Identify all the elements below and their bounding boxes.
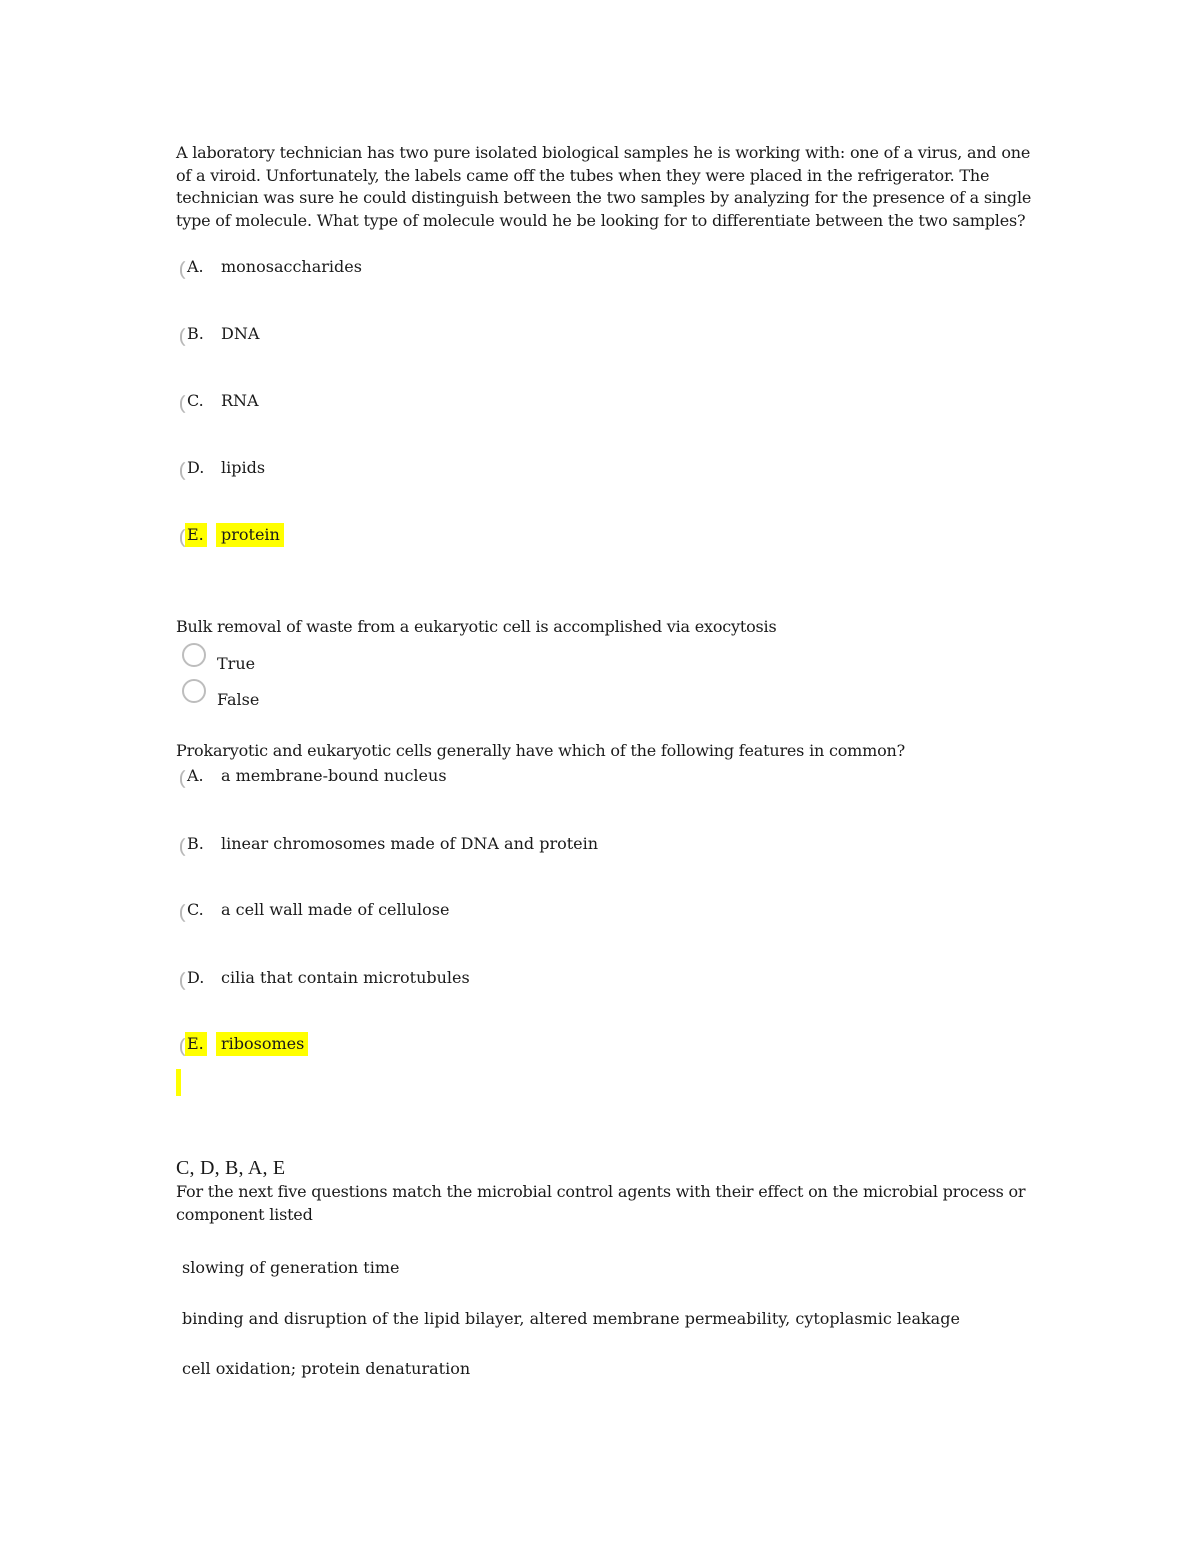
matching-item-1: slowing of generation time: [182, 1258, 400, 1277]
option-label: cilia that contain microtubules: [221, 968, 470, 987]
option-label: monosaccharides: [221, 257, 362, 276]
option-letter: B.: [187, 324, 204, 343]
radio-button-icon[interactable]: [182, 643, 206, 667]
option-letter: B.: [187, 834, 204, 853]
option-letter: A.: [187, 257, 204, 276]
matching-instructions: For the next five questions match the microbial control agents with their effect on the microbial process or component listed: [176, 1182, 1026, 1224]
option-letter: E.: [185, 523, 207, 547]
option-letter: C.: [187, 391, 204, 410]
radio-button-icon[interactable]: [182, 679, 206, 703]
option-letter: D.: [187, 968, 205, 987]
option-label: protein: [216, 523, 284, 547]
option-letter: D.: [187, 458, 205, 477]
option-label: RNA: [221, 391, 259, 410]
option-label: DNA: [221, 324, 260, 343]
option-label: False: [217, 690, 260, 709]
matching-item-3: cell oxidation; protein denaturation: [182, 1359, 471, 1378]
option-label: a cell wall made of cellulose: [221, 900, 450, 919]
option-label: a membrane-bound nucleus: [221, 766, 447, 785]
question-1-prompt: A laboratory technician has two pure isolated biological samples he is working with: one of a virus, and one of a viroid. Unfortunately, the labels came off the tubes when they were placed in the refrigerator. The technician was sure he could distinguish between the two samples by analyzing for the presence of a single type of molecule. What type of molecule would he be looking for to differentiate between the two samples?: [176, 143, 1032, 230]
option-label: True: [217, 654, 256, 673]
answer-key: C, D, B, A, E: [176, 1157, 286, 1179]
option-letter: C.: [187, 900, 204, 919]
option-label: linear chromosomes made of DNA and protein: [221, 834, 599, 853]
option-letter: A.: [187, 766, 204, 785]
question-2-prompt: Bulk removal of waste from a eukaryotic cell is accomplished via exocytosis: [176, 617, 777, 636]
highlighted-cursor-mark: [176, 1069, 181, 1096]
option-letter: E.: [185, 1032, 207, 1056]
question-3-prompt: Prokaryotic and eukaryotic cells generally have which of the following features in common?: [176, 741, 906, 760]
option-label: lipids: [221, 458, 266, 477]
matching-item-2: binding and disruption of the lipid bilayer, altered membrane permeability, cytoplasmic leakage: [182, 1309, 960, 1328]
option-label: ribosomes: [216, 1032, 308, 1056]
